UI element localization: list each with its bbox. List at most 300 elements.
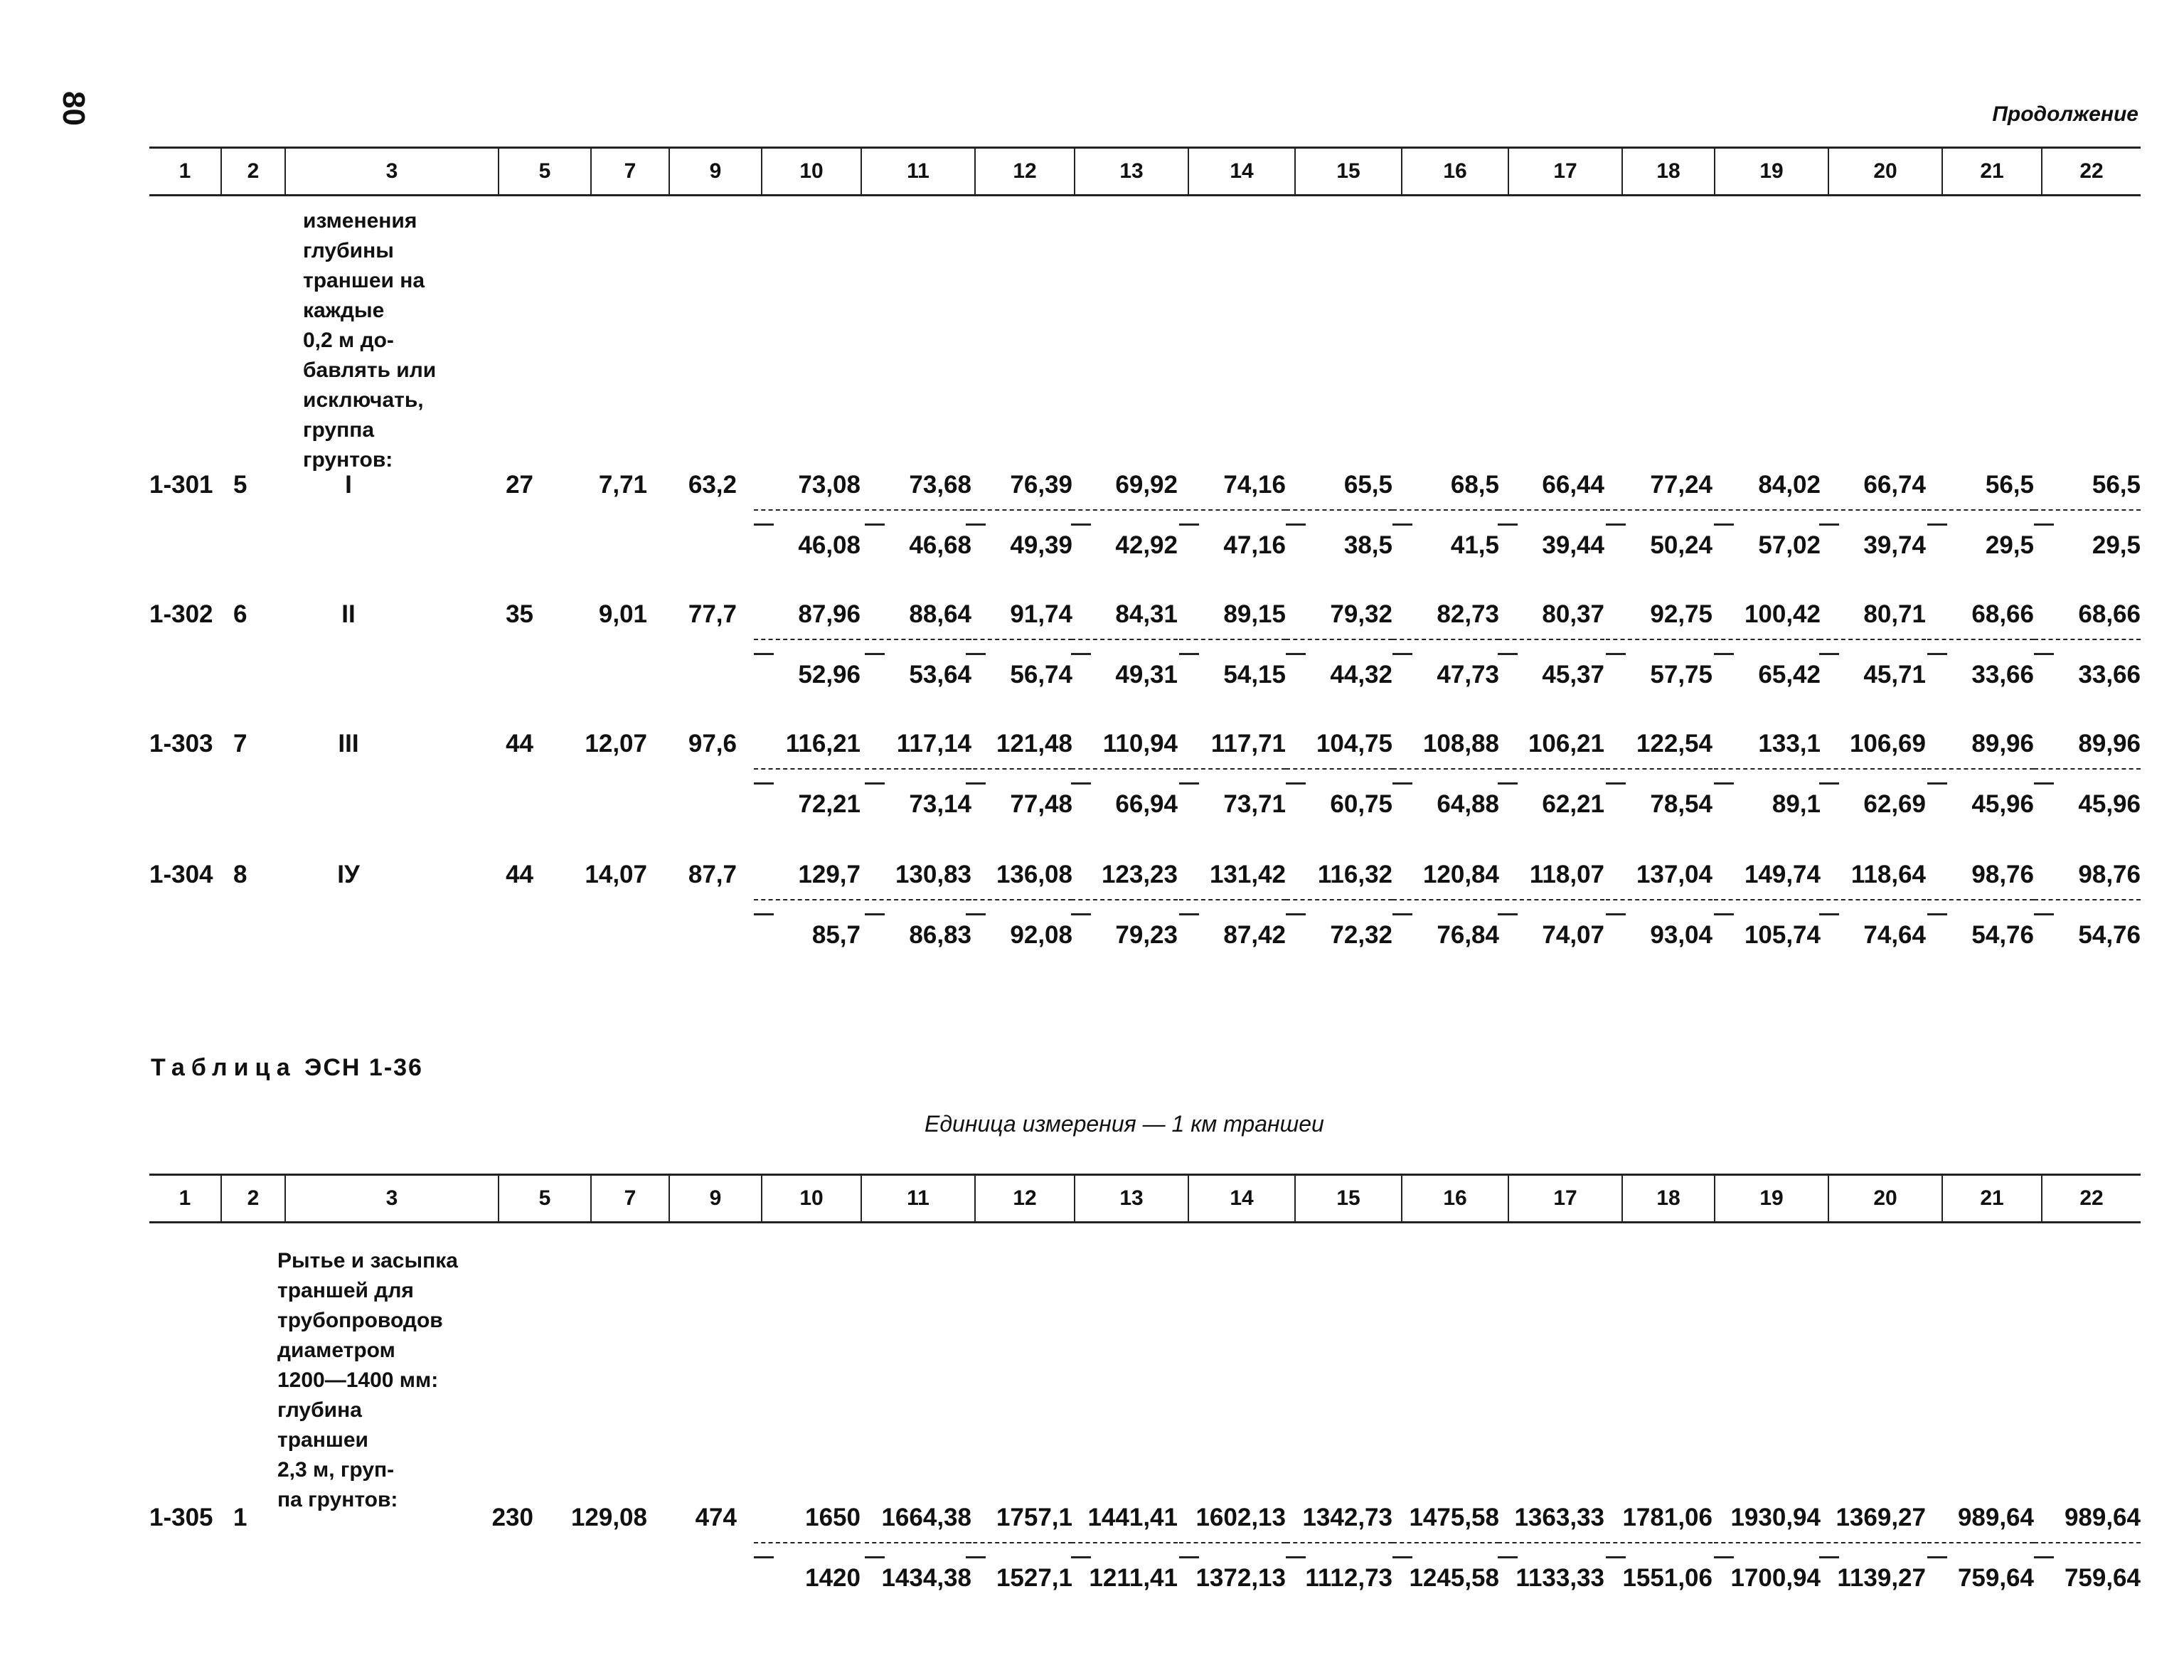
- fraction-numerator: 80,37: [1542, 600, 1604, 628]
- fraction-cell: [1606, 469, 1712, 561]
- fraction-numerator: 1664,38: [881, 1504, 971, 1531]
- header-cell-20: 20: [1828, 1176, 1941, 1221]
- fraction-denominator: 44,32: [1330, 661, 1392, 689]
- fraction-denominator: 41,5: [1450, 531, 1499, 559]
- header-cell-7: 7: [590, 1176, 668, 1221]
- header-cell-11: 11: [861, 1176, 974, 1221]
- header-cell-18: 18: [1621, 149, 1714, 194]
- fraction-numerator: 98,76: [1971, 861, 2034, 888]
- fraction-cell: [1498, 1502, 1604, 1594]
- fraction-bar: [1392, 1542, 1499, 1543]
- fraction-cell: [1179, 728, 1286, 820]
- fraction-cell: [1714, 1502, 1821, 1594]
- fraction-denominator: 73,14: [909, 790, 971, 818]
- fraction-cell: [1071, 1502, 1178, 1594]
- fraction-cell: [1819, 728, 1926, 820]
- fraction-cell: [754, 469, 861, 561]
- fraction-dash: [1498, 1556, 1518, 1558]
- fraction-dash: [1071, 653, 1091, 655]
- header-cell-21: 21: [1941, 149, 2041, 194]
- fraction-dash: [1606, 913, 1626, 915]
- fraction-denominator: 60,75: [1330, 790, 1392, 818]
- fraction-denominator: 759,64: [1957, 1564, 2034, 1592]
- fraction-bar: [1606, 509, 1712, 511]
- fraction-numerator: 118,64: [1850, 861, 1926, 888]
- fraction-dash: [1819, 913, 1839, 915]
- header-cell-10: 10: [761, 1176, 861, 1221]
- fraction-dash: [966, 1556, 986, 1558]
- fraction-denominator: 79,23: [1115, 921, 1178, 949]
- fraction-dash: [1286, 523, 1306, 526]
- fraction-bar: [865, 509, 971, 511]
- fraction-bar: [1286, 639, 1392, 640]
- fraction-denominator: 1420: [805, 1564, 861, 1592]
- fraction-denominator: 1527,1: [996, 1564, 1072, 1592]
- header-cell-16: 16: [1401, 1176, 1508, 1221]
- header-cell-10: 10: [761, 149, 861, 194]
- fraction-denominator: 65,42: [1758, 661, 1821, 689]
- fraction-bar: [1498, 1542, 1604, 1543]
- header-cell-9: 9: [668, 1176, 761, 1221]
- cell-col7: 12,07: [585, 730, 647, 757]
- fraction-dash: [1819, 523, 1839, 526]
- fraction-denominator: 45,37: [1542, 661, 1604, 689]
- fraction-cell: [966, 728, 1072, 820]
- fraction-bar: [865, 1542, 971, 1543]
- fraction-denominator: 45,71: [1863, 661, 1926, 689]
- fraction-dash: [1071, 782, 1091, 785]
- fraction-dash: [865, 913, 885, 915]
- fraction-dash: [1606, 653, 1626, 655]
- fraction-numerator: 68,5: [1450, 471, 1499, 499]
- fraction-denominator: 1245,58: [1409, 1564, 1499, 1592]
- fraction-bar: [1819, 899, 1926, 900]
- fraction-numerator: 56,5: [1985, 471, 2034, 499]
- fraction-denominator: 42,92: [1115, 531, 1178, 559]
- fraction-numerator: 98,76: [2078, 861, 2141, 888]
- table2-description: Рытье и засыпка траншей для трубопроводов диаметром 1200—1400 мм: глубина траншеи 2,3 м, груп- па грунтов:: [277, 1249, 458, 1511]
- fraction-dash: [1286, 913, 1306, 915]
- cell-col9: 97,6: [688, 730, 737, 757]
- fraction-bar: [1392, 509, 1499, 511]
- fraction-dash: [966, 523, 986, 526]
- fraction-cell: [865, 599, 971, 691]
- fraction-bar: [1714, 509, 1821, 511]
- cell-col9: 474: [695, 1504, 737, 1531]
- fraction-dash: [1392, 782, 1412, 785]
- fraction-cell: [1071, 469, 1178, 561]
- fraction-dash: [966, 913, 986, 915]
- table1-header: [149, 147, 2141, 196]
- fraction-denominator: 54,15: [1223, 661, 1286, 689]
- header-cell-18: 18: [1621, 1176, 1714, 1221]
- fraction-denominator: 49,31: [1115, 661, 1178, 689]
- header-cell-12: 12: [974, 1176, 1074, 1221]
- fraction-cell: [1927, 469, 2034, 561]
- fraction-dash: [2034, 913, 2054, 915]
- fraction-cell: [1071, 728, 1178, 820]
- fraction-bar: [966, 639, 1072, 640]
- fraction-dash: [1498, 653, 1518, 655]
- fraction-cell: [2034, 859, 2141, 951]
- fraction-numerator: 1781,06: [1622, 1504, 1712, 1531]
- fraction-dash: [1498, 782, 1518, 785]
- fraction-cell: [1179, 599, 1286, 691]
- fraction-dash: [754, 523, 774, 526]
- header-cell-5: 5: [498, 149, 590, 194]
- fraction-bar: [1179, 509, 1286, 511]
- fraction-bar: [966, 1542, 1072, 1543]
- fraction-bar: [1179, 768, 1286, 770]
- fraction-bar: [2034, 509, 2141, 511]
- fraction-bar: [1498, 768, 1604, 770]
- header-cell-20: 20: [1828, 149, 1941, 194]
- fraction-cell: [1071, 859, 1178, 951]
- fraction-numerator: 1342,73: [1302, 1504, 1392, 1531]
- fraction-denominator: 1133,33: [1516, 1564, 1604, 1592]
- fraction-numerator: 123,23: [1101, 861, 1178, 888]
- fraction-denominator: 47,16: [1223, 531, 1286, 559]
- fraction-dash: [754, 653, 774, 655]
- fraction-bar: [1286, 899, 1392, 900]
- soil-group: I: [345, 471, 352, 499]
- fraction-denominator: 29,5: [2092, 531, 2141, 559]
- fraction-numerator: 68,66: [2078, 600, 2141, 628]
- fraction-numerator: 116,21: [785, 730, 861, 757]
- fraction-dash: [2034, 1556, 2054, 1558]
- soil-group: II: [341, 600, 356, 628]
- fraction-dash: [1392, 653, 1412, 655]
- cell-col7: 9,01: [598, 600, 647, 628]
- fraction-denominator: 56,74: [1010, 661, 1072, 689]
- fraction-cell: [1714, 728, 1821, 820]
- fraction-cell: [1819, 1502, 1926, 1594]
- continuation-label: Продолжение: [1992, 102, 2138, 126]
- row-code: 1-301: [149, 471, 213, 499]
- fraction-cell: [754, 859, 861, 951]
- fraction-dash: [1606, 523, 1626, 526]
- fraction-bar: [1179, 899, 1286, 900]
- fraction-cell: [1498, 728, 1604, 820]
- fraction-numerator: 73,08: [798, 471, 861, 499]
- fraction-denominator: 72,32: [1330, 921, 1392, 949]
- fraction-bar: [1498, 899, 1604, 900]
- fraction-dash: [1286, 1556, 1306, 1558]
- fraction-numerator: 100,42: [1744, 600, 1821, 628]
- fraction-cell: [1714, 469, 1821, 561]
- fraction-bar: [1606, 639, 1712, 640]
- header-cell-3: 3: [284, 1176, 498, 1221]
- fraction-numerator: 129,7: [798, 861, 861, 888]
- fraction-numerator: 89,15: [1223, 600, 1286, 628]
- fraction-bar: [1714, 1542, 1821, 1543]
- fraction-dash: [1179, 523, 1199, 526]
- fraction-dash: [1179, 782, 1199, 785]
- fraction-numerator: 91,74: [1010, 600, 1072, 628]
- fraction-dash: [2034, 782, 2054, 785]
- fraction-numerator: 87,96: [798, 600, 861, 628]
- fraction-bar: [865, 639, 971, 640]
- fraction-numerator: 69,92: [1115, 471, 1178, 499]
- fraction-cell: [1392, 1502, 1499, 1594]
- fraction-bar: [1071, 509, 1178, 511]
- fraction-numerator: 79,32: [1330, 600, 1392, 628]
- fraction-numerator: 89,96: [1971, 730, 2034, 757]
- fraction-bar: [1927, 768, 2034, 770]
- fraction-denominator: 49,39: [1010, 531, 1072, 559]
- fraction-denominator: 78,54: [1650, 790, 1712, 818]
- fraction-denominator: 46,08: [798, 531, 861, 559]
- fraction-cell: [1606, 599, 1712, 691]
- cell-col9: 77,7: [688, 600, 737, 628]
- fraction-bar: [754, 768, 861, 770]
- fraction-denominator: 1434,38: [881, 1564, 971, 1592]
- fraction-denominator: 1211,41: [1089, 1564, 1178, 1592]
- fraction-denominator: 74,64: [1863, 921, 1926, 949]
- fraction-bar: [1286, 1542, 1392, 1543]
- fraction-bar: [1927, 899, 2034, 900]
- fraction-cell: [1819, 469, 1926, 561]
- fraction-numerator: 1650: [805, 1504, 861, 1531]
- fraction-denominator: 47,73: [1437, 661, 1499, 689]
- fraction-cell: [1819, 859, 1926, 951]
- fraction-dash: [1927, 653, 1947, 655]
- fraction-dash: [1819, 782, 1839, 785]
- fraction-denominator: 39,74: [1863, 531, 1926, 559]
- header-cell-16: 16: [1401, 149, 1508, 194]
- fraction-cell: [754, 599, 861, 691]
- table2-title-code: ЭСН 1-36: [296, 1054, 423, 1081]
- fraction-numerator: 136,08: [996, 861, 1072, 888]
- header-cell-17: 17: [1508, 1176, 1621, 1221]
- fraction-bar: [966, 509, 1072, 511]
- fraction-numerator: 66,44: [1542, 471, 1604, 499]
- fraction-numerator: 137,04: [1636, 861, 1712, 888]
- fraction-denominator: 54,76: [1971, 921, 2034, 949]
- fraction-cell: [1498, 859, 1604, 951]
- fraction-bar: [2034, 768, 2141, 770]
- fraction-denominator: 86,83: [909, 921, 971, 949]
- fraction-dash: [1606, 782, 1626, 785]
- fraction-cell: [1179, 469, 1286, 561]
- fraction-cell: [865, 469, 971, 561]
- header-cell-2: 2: [220, 1176, 284, 1221]
- fraction-numerator: 116,32: [1317, 861, 1392, 888]
- fraction-cell: [865, 728, 971, 820]
- fraction-dash: [754, 1556, 774, 1558]
- fraction-cell: [2034, 728, 2141, 820]
- header-cell-21: 21: [1941, 1176, 2041, 1221]
- fraction-bar: [1714, 899, 1821, 900]
- fraction-bar: [1927, 509, 2034, 511]
- fraction-cell: [966, 1502, 1072, 1594]
- fraction-cell: [1286, 1502, 1392, 1594]
- fraction-denominator: 53,64: [909, 661, 971, 689]
- fraction-denominator: 33,66: [1971, 661, 2034, 689]
- fraction-bar: [754, 509, 861, 511]
- fraction-bar: [754, 899, 861, 900]
- fraction-numerator: 131,42: [1209, 861, 1286, 888]
- fraction-numerator: 104,75: [1316, 730, 1392, 757]
- cell-col7: 7,71: [598, 471, 647, 499]
- header-cell-1: 1: [179, 1186, 191, 1210]
- fraction-dash: [865, 653, 885, 655]
- header-cell-17: 17: [1508, 149, 1621, 194]
- cell-col5: 44: [506, 861, 533, 888]
- fraction-denominator: 85,7: [811, 921, 861, 949]
- fraction-numerator: 133,1: [1758, 730, 1821, 757]
- fraction-numerator: 106,69: [1849, 730, 1926, 757]
- fraction-bar: [1392, 768, 1499, 770]
- fraction-bar: [1819, 1542, 1926, 1543]
- fraction-cell: [754, 1502, 861, 1594]
- fraction-denominator: 105,74: [1744, 921, 1821, 949]
- fraction-denominator: 74,07: [1542, 921, 1604, 949]
- fraction-denominator: 1112,73: [1305, 1564, 1392, 1592]
- cell-col7: 129,08: [570, 1504, 647, 1531]
- row-number: 8: [233, 861, 247, 888]
- fraction-cell: [1286, 599, 1392, 691]
- fraction-bar: [1179, 1542, 1286, 1543]
- fraction-dash: [966, 653, 986, 655]
- row-number: 5: [233, 471, 247, 499]
- fraction-dash: [1179, 913, 1199, 915]
- header-cell-14: 14: [1188, 149, 1294, 194]
- fraction-cell: [1498, 599, 1604, 691]
- fraction-bar: [754, 639, 861, 640]
- fraction-numerator: 989,64: [1957, 1504, 2034, 1531]
- row-number: 1: [233, 1504, 247, 1531]
- fraction-numerator: 130,83: [895, 861, 971, 888]
- fraction-denominator: 33,66: [2078, 661, 2141, 689]
- fraction-dash: [2034, 523, 2054, 526]
- header-cell-9: 9: [668, 149, 761, 194]
- fraction-bar: [1071, 899, 1178, 900]
- soil-group: III: [338, 730, 359, 757]
- fraction-dash: [1392, 1556, 1412, 1558]
- fraction-denominator: 1372,13: [1195, 1564, 1286, 1592]
- row-code: 1-304: [149, 861, 213, 888]
- header-cell-22: 22: [2041, 1176, 2141, 1221]
- fraction-denominator: 89,1: [1772, 790, 1821, 818]
- fraction-cell: [2034, 599, 2141, 691]
- fraction-numerator: 77,24: [1650, 471, 1712, 499]
- fraction-denominator: 759,64: [2064, 1564, 2141, 1592]
- fraction-bar: [966, 768, 1072, 770]
- fraction-denominator: 66,94: [1115, 790, 1178, 818]
- fraction-numerator: 74,16: [1223, 471, 1286, 499]
- page-number: 80: [56, 91, 91, 126]
- fraction-cell: [865, 1502, 971, 1594]
- fraction-bar: [1071, 639, 1178, 640]
- fraction-numerator: 80,71: [1863, 600, 1926, 628]
- fraction-bar: [1927, 639, 2034, 640]
- fraction-cell: [2034, 1502, 2141, 1594]
- fraction-bar: [1819, 768, 1926, 770]
- fraction-dash: [1927, 523, 1947, 526]
- fraction-dash: [1714, 653, 1734, 655]
- fraction-bar: [1714, 639, 1821, 640]
- cell-col5: 35: [506, 600, 533, 628]
- fraction-cell: [1392, 599, 1499, 691]
- fraction-numerator: 1602,13: [1195, 1504, 1286, 1531]
- fraction-cell: [1819, 599, 1926, 691]
- fraction-cell: [1498, 469, 1604, 561]
- fraction-bar: [865, 768, 971, 770]
- fraction-numerator: 1369,27: [1836, 1504, 1926, 1531]
- fraction-dash: [865, 782, 885, 785]
- fraction-dash: [1927, 1556, 1947, 1558]
- fraction-cell: [1714, 599, 1821, 691]
- fraction-bar: [1606, 768, 1712, 770]
- fraction-numerator: 84,31: [1115, 600, 1178, 628]
- fraction-cell: [1286, 728, 1392, 820]
- fraction-denominator: 1139,27: [1837, 1564, 1926, 1592]
- fraction-denominator: 77,48: [1010, 790, 1072, 818]
- fraction-denominator: 1551,06: [1622, 1564, 1712, 1592]
- fraction-numerator: 117,71: [1210, 730, 1286, 757]
- fraction-cell: [2034, 469, 2141, 561]
- row-code: 1-305: [149, 1504, 213, 1531]
- table2-header: [149, 1174, 2141, 1223]
- fraction-dash: [966, 782, 986, 785]
- fraction-denominator: 93,04: [1650, 921, 1712, 949]
- fraction-denominator: 73,71: [1223, 790, 1286, 818]
- table2-title: [151, 1054, 423, 1082]
- fraction-dash: [1927, 782, 1947, 785]
- fraction-bar: [865, 899, 971, 900]
- header-cell-3: 3: [284, 149, 498, 194]
- fraction-denominator: 57,75: [1650, 661, 1712, 689]
- fraction-cell: [1606, 1502, 1712, 1594]
- fraction-numerator: 88,64: [909, 600, 971, 628]
- fraction-numerator: 122,54: [1636, 730, 1712, 757]
- fraction-cell: [1714, 859, 1821, 951]
- fraction-denominator: 52,96: [798, 661, 861, 689]
- fraction-dash: [1071, 1556, 1091, 1558]
- cell-col5: 27: [506, 471, 533, 499]
- fraction-bar: [2034, 639, 2141, 640]
- fraction-dash: [1819, 653, 1839, 655]
- fraction-numerator: 108,88: [1422, 730, 1499, 757]
- fraction-dash: [1498, 523, 1518, 526]
- header-cell-12: 12: [974, 149, 1074, 194]
- row-number: 6: [233, 600, 247, 628]
- header-cell-22: 22: [2041, 149, 2141, 194]
- fraction-dash: [1714, 523, 1734, 526]
- fraction-denominator: 54,76: [2078, 921, 2141, 949]
- fraction-dash: [754, 913, 774, 915]
- row-number: 7: [233, 730, 247, 757]
- fraction-dash: [1714, 913, 1734, 915]
- header-cell-7: 7: [590, 149, 668, 194]
- fraction-dash: [1179, 1556, 1199, 1558]
- fraction-cell: [1927, 599, 2034, 691]
- fraction-dash: [1071, 523, 1091, 526]
- fraction-denominator: 76,84: [1437, 921, 1499, 949]
- cell-col5: 44: [506, 730, 533, 757]
- fraction-bar: [1179, 639, 1286, 640]
- fraction-dash: [754, 782, 774, 785]
- fraction-numerator: 120,84: [1422, 861, 1499, 888]
- fraction-numerator: 149,74: [1744, 861, 1821, 888]
- fraction-numerator: 56,5: [2092, 471, 2141, 499]
- fraction-numerator: 76,39: [1010, 471, 1072, 499]
- fraction-bar: [1286, 768, 1392, 770]
- fraction-bar: [1498, 639, 1604, 640]
- fraction-denominator: 87,42: [1223, 921, 1286, 949]
- fraction-bar: [1286, 509, 1392, 511]
